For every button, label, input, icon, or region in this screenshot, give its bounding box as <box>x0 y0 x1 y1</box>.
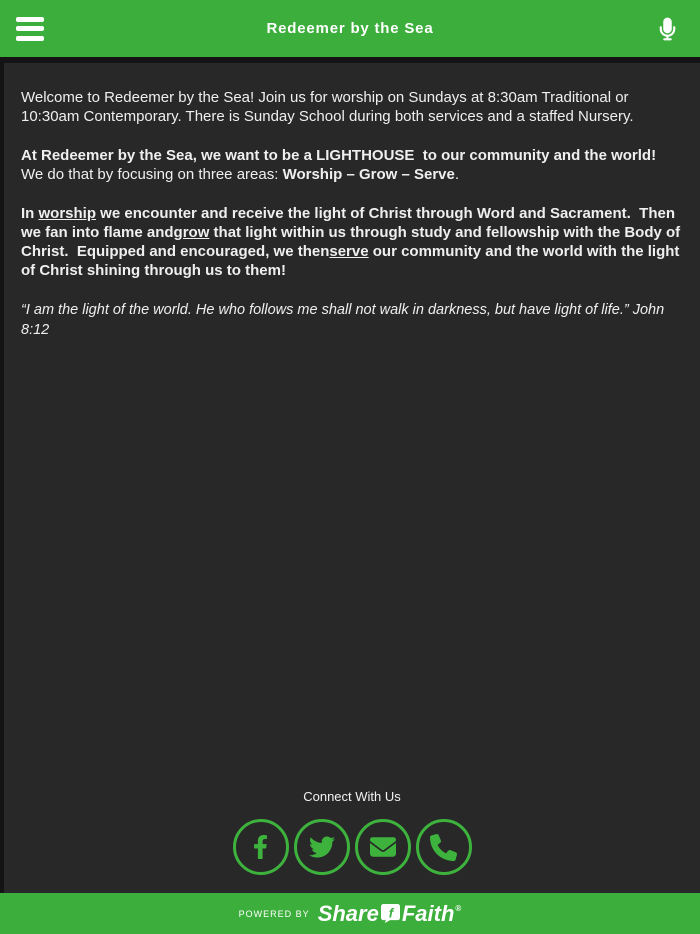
connect-heading: Connect With Us <box>303 789 401 804</box>
text-segment: “I am the light of the world. He who follows me shall not walk in darkness, but have light of life.” John 8:12 <box>21 302 669 338</box>
hamburger-bar <box>16 26 44 31</box>
text-segment: grow <box>173 224 210 241</box>
hamburger-bar <box>16 36 44 41</box>
text-segment: We do that by focusing on three areas: <box>21 147 665 183</box>
text-segment: that light within us through study and fellowship with the Body of Christ. Equipped and encouraged, we then <box>21 224 685 260</box>
content-panel <box>4 63 700 893</box>
paragraph <box>21 204 683 280</box>
registered-mark: ® <box>455 903 462 913</box>
text-segment: worship <box>38 205 97 222</box>
phone-icon <box>430 834 457 861</box>
brand-faith-text: Faith <box>401 900 455 926</box>
text-segment: we encounter and receive the light of Christ through Word and Sacrament. Then we fan into flame and <box>21 205 680 241</box>
sharefaith-bubble-icon <box>381 904 400 923</box>
text-segment: At Redeemer by the Sea, we want to be a LIGHTHOUSE to our community and the world! <box>21 147 657 164</box>
brand-share-text: Share <box>317 900 379 926</box>
text-segment: serve <box>329 243 369 260</box>
svg-text:f: f <box>388 905 394 921</box>
facebook-icon <box>253 833 268 861</box>
social-icons-row <box>233 819 472 875</box>
email-icon <box>368 834 398 860</box>
hamburger-menu-icon[interactable] <box>16 17 46 41</box>
connect-section <box>21 789 683 875</box>
twitter-button[interactable] <box>294 819 350 875</box>
microphone-icon[interactable] <box>654 15 680 43</box>
page-title: Redeemer by the Sea <box>266 20 434 37</box>
facebook-button[interactable] <box>233 819 289 875</box>
phone-button[interactable] <box>416 819 472 875</box>
app-header <box>0 0 700 57</box>
paragraph <box>21 146 683 184</box>
text-segment: Worship – Grow – Serve <box>282 166 455 183</box>
paragraph <box>21 300 683 340</box>
sharefaith-logo <box>317 900 462 926</box>
church-description <box>21 88 683 360</box>
text-segment: Welcome to Redeemer by the Sea! Join us for worship on Sundays at 8:30am Traditional or 10:30am Contemporary. There is Sunday School during both services and a staffed Nursery. <box>21 89 634 125</box>
app-footer <box>0 893 700 934</box>
hamburger-bar <box>16 17 44 22</box>
text-segment: In <box>21 205 39 222</box>
paragraph <box>21 88 683 126</box>
powered-by-label: POWERED BY <box>238 908 310 919</box>
email-button[interactable] <box>355 819 411 875</box>
twitter-icon <box>307 834 337 860</box>
text-segment: our community and the world with the light of Christ shining through us to them! <box>21 243 684 279</box>
text-segment: . <box>454 166 460 183</box>
